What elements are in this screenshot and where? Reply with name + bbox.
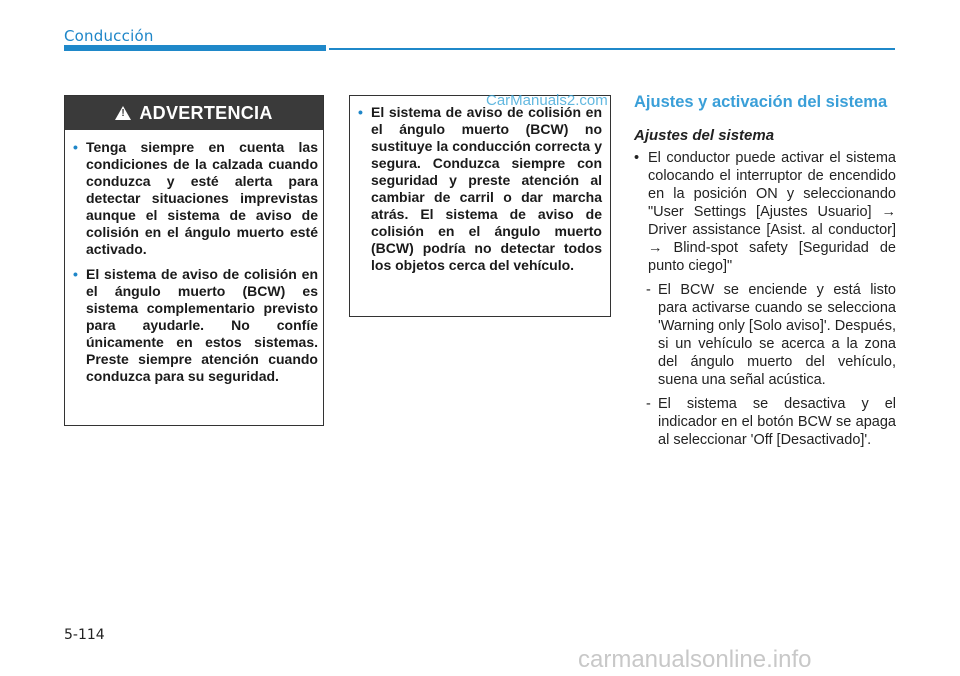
bullet-icon: •: [358, 104, 363, 120]
warning-box-continued: [349, 95, 611, 317]
page-number: 5-114: [64, 627, 105, 643]
watermark: CarManuals2.com: [486, 92, 608, 109]
bullet-icon: •: [73, 266, 78, 282]
footer-watermark: carmanualsonline.info: [578, 646, 812, 673]
section-heading: Ajustes y activación del sistema: [634, 93, 888, 111]
settings-section: [634, 93, 896, 449]
header-rule-thin: [329, 48, 895, 50]
warning-box: [64, 95, 324, 426]
header-rule-thick: [64, 45, 326, 51]
sub-instruction-item: - El BCW se enciende y está listo para activarse cuando se selecciona 'Warning only [Solo aviso]'. Después, si un vehículo se acerca a la zona del ángulo muerto del vehículo, suena una señal acústica.: [646, 282, 896, 388]
warning-title: ADVERTENCIA: [139, 102, 273, 123]
bullet-icon: •: [73, 139, 78, 155]
warning-triangle-icon: !: [115, 106, 131, 120]
dash-icon: -: [646, 282, 651, 298]
warning-item: • El sistema de aviso de colisión en el ángulo muerto (BCW) no sustituye la conducción correcta y segura. Conduzca siempre con seguridad y preste atención al cambiar de carril o dar marcha atrás. El sistema de aviso de colisión en el ángulo muerto (BCW) podría no detectar todos los objetos cerca del vehículo.: [358, 104, 602, 273]
dash-icon: -: [646, 396, 651, 412]
sub-instruction-item: - El sistema se desactiva y el indicador en el botón BCW se apaga al seleccionar 'Off [Desactivado]'.: [646, 396, 896, 448]
instruction-item: • El conductor puede activar el sistema colocando el interruptor de encendido en la posición ON y seleccionando "User Settings [Ajustes Usuario] → Driver assistance [Asist. al conductor] → Blind-spot safety [Seguridad de punto ciego]": [634, 150, 896, 274]
section-title: Conducción: [64, 27, 154, 45]
warning-header: [65, 96, 323, 130]
warning-item: • El sistema de aviso de colisión en el ángulo muerto (BCW) es sistema complementario previsto para ayudarle. No confíe únicamente en estos sistemas. Preste siempre atención cuando conduzca para su seguridad.: [73, 266, 318, 384]
warning-item: • Tenga siempre en cuenta las condiciones de la calzada cuando conduzca y esté alerta para detectar situaciones imprevistas aunque el sistema de aviso de colisión en el ángulo muerto esté activado.: [73, 139, 318, 257]
subsection-heading: Ajustes del sistema: [634, 127, 775, 144]
bullet-icon: •: [634, 150, 640, 166]
